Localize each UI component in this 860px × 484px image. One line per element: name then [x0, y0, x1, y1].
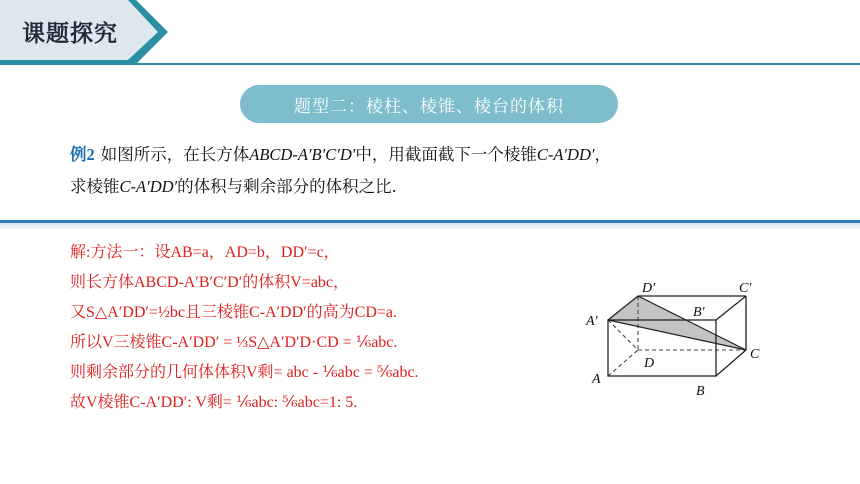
solution-line: 所以V三棱锥C-A′DD′ = ⅓S△A′D′D·CD = ⅙abc. [70, 334, 398, 351]
solution-line: 故V棱锥C-A′DD′: V剩= ⅙abc: ⅚abc=1: 5. [70, 394, 358, 411]
vertex-label: C′ [739, 281, 752, 296]
problem-math: C-A′DD′ [536, 145, 595, 164]
problem-text: 中，用截面截下一个棱锥 [355, 145, 537, 164]
topic-label: 题型二：棱柱、棱锥、棱台的体积 [294, 96, 564, 117]
example-label: 例2 [70, 145, 95, 164]
problem-text: 如图所示，在长方体 [100, 145, 250, 164]
problem-line-2 [70, 171, 830, 203]
solution-line: 则剩余部分的几何体体积V剩= abc - ⅙abc = ⅚abc. [70, 364, 419, 381]
section-header-tab [0, 0, 172, 66]
section-title: 课题探究 [22, 21, 118, 47]
vertex-label: C [750, 347, 760, 362]
solution-line: 又S△A′DD′=½bc且三棱锥C-A′DD′的高为CD=a. [70, 304, 398, 321]
topic-pill [240, 85, 618, 123]
problem-text: 求棱锥 [70, 177, 120, 196]
header-rule [0, 63, 860, 65]
vertex-label: B [696, 384, 705, 399]
solution-line: 则长方体ABCD-A′B′C′D′的体积V=abc， [70, 274, 350, 291]
cuboid-diagram [580, 272, 780, 402]
problem-math: C-A′DD′ [119, 177, 178, 196]
vertex-label: B′ [693, 305, 705, 320]
cuboid-figure [580, 272, 780, 402]
vertex-label: A′ [586, 314, 598, 329]
problem-line-1 [70, 139, 830, 171]
vertex-label: D [644, 356, 655, 371]
vertex-label: D′ [642, 281, 656, 296]
vertex-label: A [592, 372, 601, 387]
problem-text: ， [594, 145, 611, 164]
solution-block [70, 238, 570, 418]
solution-line: 解:方法一：设AB=a，AD=b，DD′=c， [70, 244, 340, 261]
problem-math: ABCD-A′B′C′D′ [249, 145, 356, 164]
problem-text: 的体积与剩余部分的体积之比. [177, 177, 397, 196]
problem-statement [70, 139, 830, 203]
section-divider [0, 220, 860, 229]
